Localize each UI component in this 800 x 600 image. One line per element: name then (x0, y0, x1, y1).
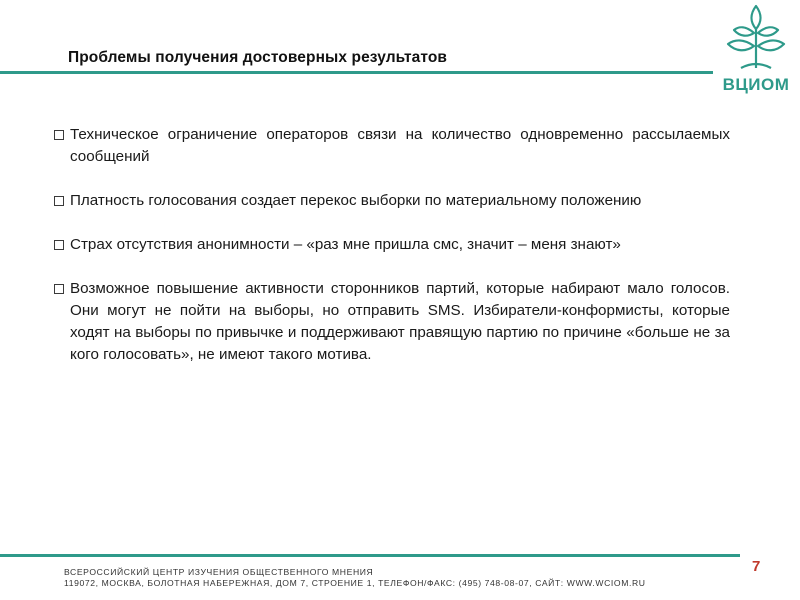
bullet-item (54, 234, 730, 256)
tree-logo-icon (715, 2, 797, 76)
checkbox-bullet-icon (54, 284, 64, 294)
bullet-text: Возможное повышение активности сторонников партий, которые набирают мало голосов. Они могут не пойти на выборы, но отправить SMS. Избиратели-конформисты, которые ходят на выборы по привычке и поддерживают правящую партию по причине «больше не за кого голосовать», не имеют такого мотива. (70, 280, 730, 363)
bullet-item (54, 278, 730, 366)
checkbox-bullet-icon (54, 240, 64, 250)
footer (64, 567, 646, 589)
checkbox-bullet-icon (54, 130, 64, 140)
logo-text: ВЦИОМ (722, 75, 790, 94)
bullet-item (54, 124, 730, 168)
bullet-item (54, 190, 730, 212)
footer-org-name: ВСЕРОССИЙСКИЙ ЦЕНТР ИЗУЧЕНИЯ ОБЩЕСТВЕННОГО МНЕНИЯ (64, 567, 374, 577)
slide-title: Проблемы получения достоверных результатов (68, 49, 448, 66)
page-number: 7 (752, 558, 761, 575)
top-divider (0, 71, 713, 74)
bottom-divider (0, 554, 740, 557)
bullet-text: Страх отсутствия анонимности – «раз мне пришла смс, значит – меня знают» (70, 236, 621, 253)
vciom-logo (715, 2, 797, 98)
bullet-text: Техническое ограничение операторов связи на количество одновременно рассылаемых сообщений (70, 126, 730, 165)
bullet-text: Платность голосования создает перекос выборки по материальному положению (70, 192, 642, 209)
bullet-list (54, 124, 730, 388)
checkbox-bullet-icon (54, 196, 64, 206)
footer-address: 119072, МОСКВА, БОЛОТНАЯ НАБЕРЕЖНАЯ, ДОМ 7, СТРОЕНИЕ 1, ТЕЛЕФОН/ФАКС: (495) 748-08-07, САЙТ: WWW.WCIOM.RU (64, 578, 646, 588)
